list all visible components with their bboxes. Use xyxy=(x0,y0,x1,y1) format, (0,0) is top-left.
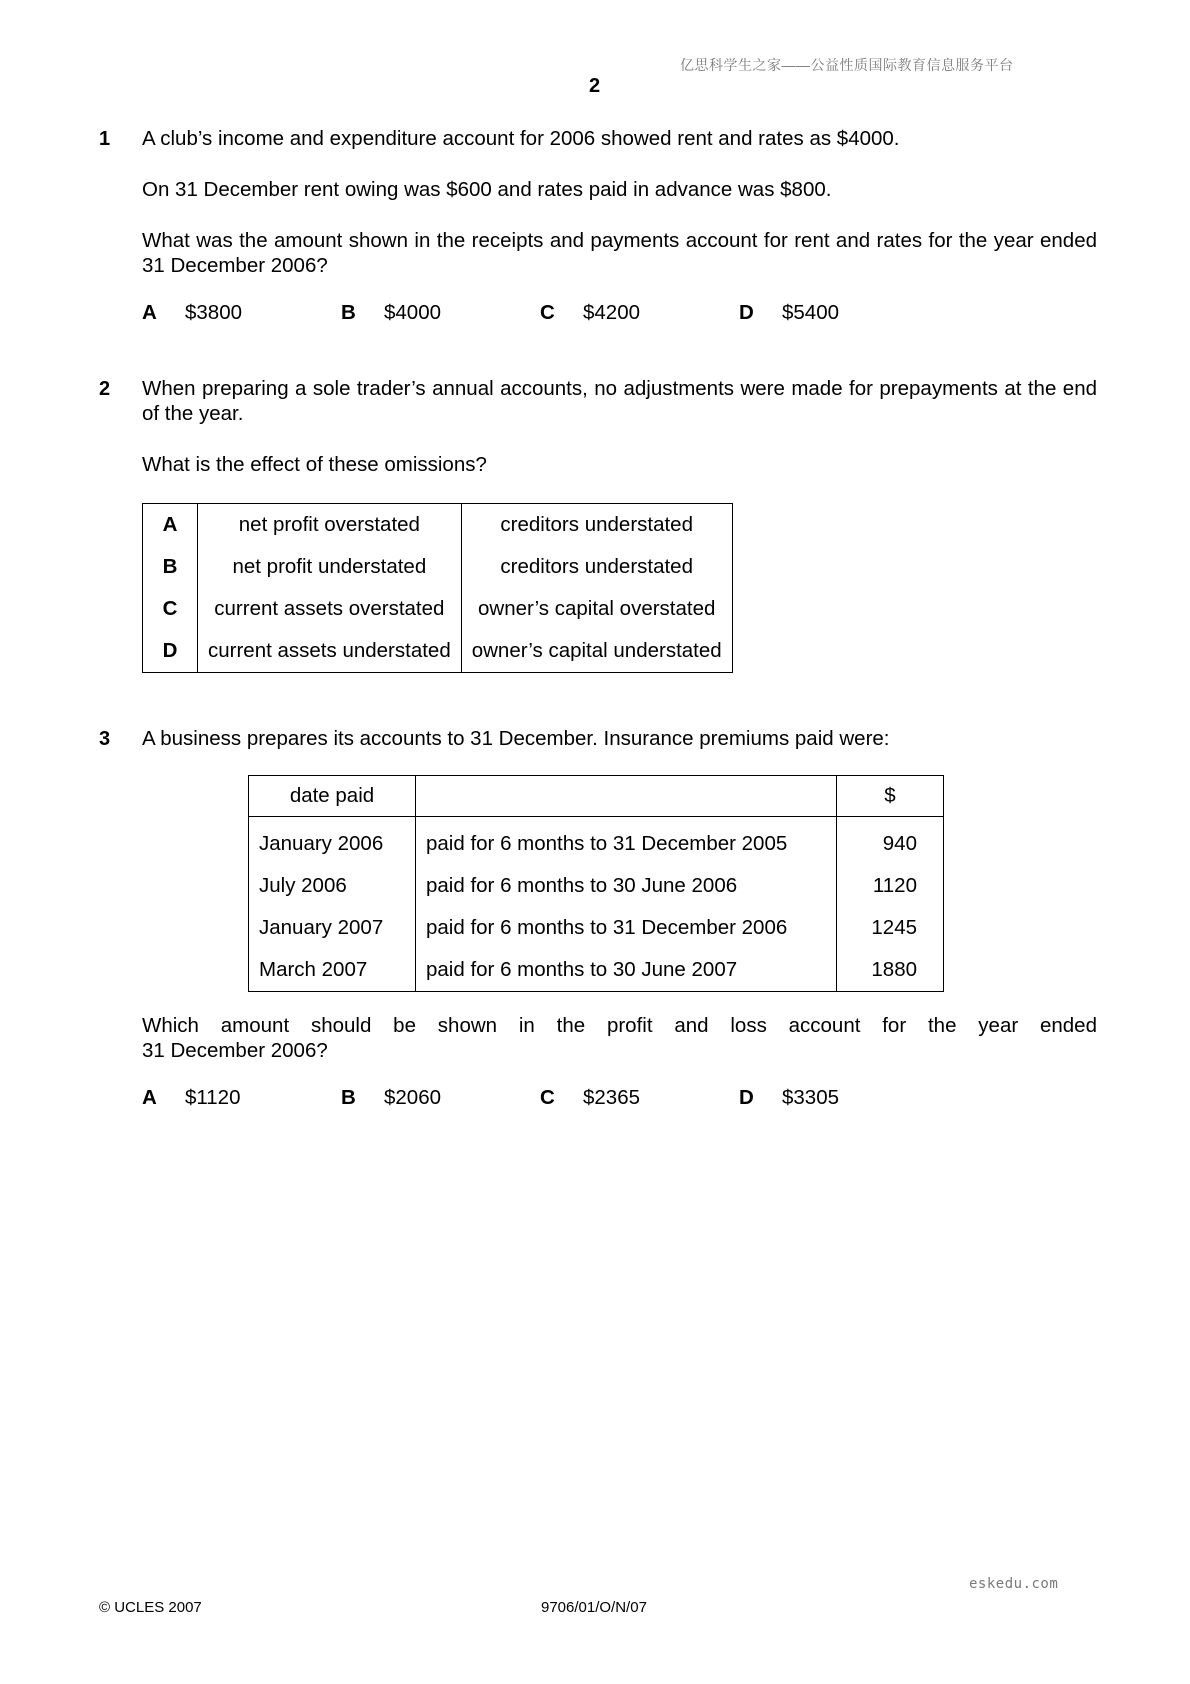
row-letter: B xyxy=(143,546,198,588)
cell-date: January 2006 xyxy=(249,817,416,866)
footer-copyright: © UCLES 2007 xyxy=(99,1599,202,1616)
table-row xyxy=(249,949,944,992)
option-b[interactable] xyxy=(341,301,441,325)
option-letter: B xyxy=(341,1086,356,1109)
header-amount: $ xyxy=(837,776,944,817)
option-text: $3800 xyxy=(185,301,243,324)
cell-description: paid for 6 months to 30 June 2007 xyxy=(416,949,837,992)
row-letter: D xyxy=(143,630,198,673)
question-1-paragraph-2: On 31 December rent owing was $600 and rates paid in advance was $800. xyxy=(142,178,832,201)
option-a[interactable] xyxy=(142,301,242,325)
option-text: $2365 xyxy=(583,1086,641,1109)
question-3-paragraph-3: 31 December 2006? xyxy=(142,1039,328,1062)
table-row[interactable] xyxy=(143,504,733,547)
question-3-paragraph-1: A business prepares its accounts to 31 December. Insurance premiums paid were: xyxy=(142,727,890,750)
option-text: $5400 xyxy=(782,301,840,324)
cell-amount: 940 xyxy=(837,817,944,866)
option-b[interactable] xyxy=(341,1086,441,1110)
table-row xyxy=(249,865,944,907)
cell-amount: 1245 xyxy=(837,907,944,949)
option-text: $4200 xyxy=(583,301,641,324)
row-effect-1: net profit understated xyxy=(198,546,462,588)
option-letter: D xyxy=(739,301,754,324)
option-letter: A xyxy=(142,301,157,324)
option-letter: A xyxy=(142,1086,157,1109)
option-c[interactable] xyxy=(540,301,640,325)
question-2-paragraph-1: When preparing a sole trader’s annual accounts, no adjustments were made for prepayments at the end of the year. xyxy=(142,377,1097,425)
cell-description: paid for 6 months to 31 December 2005 xyxy=(416,817,837,866)
table-row xyxy=(249,907,944,949)
question-2-paragraph-2: What is the effect of these omissions? xyxy=(142,453,487,476)
option-a[interactable] xyxy=(142,1086,240,1110)
cell-date: January 2007 xyxy=(249,907,416,949)
table-row[interactable] xyxy=(143,630,733,673)
cell-date: July 2006 xyxy=(249,865,416,907)
row-effect-2: owner’s capital understated xyxy=(461,630,732,673)
option-letter: B xyxy=(341,301,356,324)
option-letter: C xyxy=(540,1086,555,1109)
option-text: $2060 xyxy=(384,1086,442,1109)
option-letter: D xyxy=(739,1086,754,1109)
question-1-paragraph-3: What was the amount shown in the receipts and payments account for rent and rates for the year ended 31 December 2006? xyxy=(142,229,1097,277)
question-2-table xyxy=(142,503,733,673)
row-effect-2: creditors understated xyxy=(461,504,732,547)
question-1-paragraph-1: A club’s income and expenditure account for 2006 showed rent and rates as $4000. xyxy=(142,127,900,150)
option-text: $3305 xyxy=(782,1086,840,1109)
question-2-number: 2 xyxy=(99,378,111,400)
cell-amount: 1880 xyxy=(837,949,944,992)
question-3-number: 3 xyxy=(99,728,111,750)
header-description xyxy=(416,776,837,817)
watermark-footer: eskedu.com xyxy=(969,1576,1059,1592)
cell-description: paid for 6 months to 30 June 2006 xyxy=(416,865,837,907)
cell-amount: 1120 xyxy=(837,865,944,907)
table-row[interactable] xyxy=(143,588,733,630)
footer-paper-code: 9706/01/O/N/07 xyxy=(541,1599,647,1616)
row-effect-1: net profit overstated xyxy=(198,504,462,547)
table-header-row xyxy=(249,776,944,817)
option-text: $1120 xyxy=(185,1086,241,1109)
header-date: date paid xyxy=(249,776,416,817)
option-text: $4000 xyxy=(384,301,442,324)
row-effect-2: owner’s capital overstated xyxy=(461,588,732,630)
option-d[interactable] xyxy=(739,1086,839,1110)
question-3-table xyxy=(248,775,944,992)
row-effect-1: current assets overstated xyxy=(198,588,462,630)
option-d[interactable] xyxy=(739,301,839,325)
question-3-paragraph-2: Which amount should be shown in the profit and loss account for the year ended xyxy=(142,1014,1097,1037)
option-letter: C xyxy=(540,301,555,324)
question-1-number: 1 xyxy=(99,128,111,150)
cell-date: March 2007 xyxy=(249,949,416,992)
page-number: 2 xyxy=(589,75,601,97)
row-effect-1: current assets understated xyxy=(198,630,462,673)
row-letter: C xyxy=(143,588,198,630)
row-letter: A xyxy=(143,504,198,547)
watermark-header: 亿思科学生之家——公益性质国际教育信息服务平台 xyxy=(680,57,1014,73)
option-c[interactable] xyxy=(540,1086,640,1110)
table-row xyxy=(249,817,944,866)
cell-description: paid for 6 months to 31 December 2006 xyxy=(416,907,837,949)
table-row[interactable] xyxy=(143,546,733,588)
row-effect-2: creditors understated xyxy=(461,546,732,588)
